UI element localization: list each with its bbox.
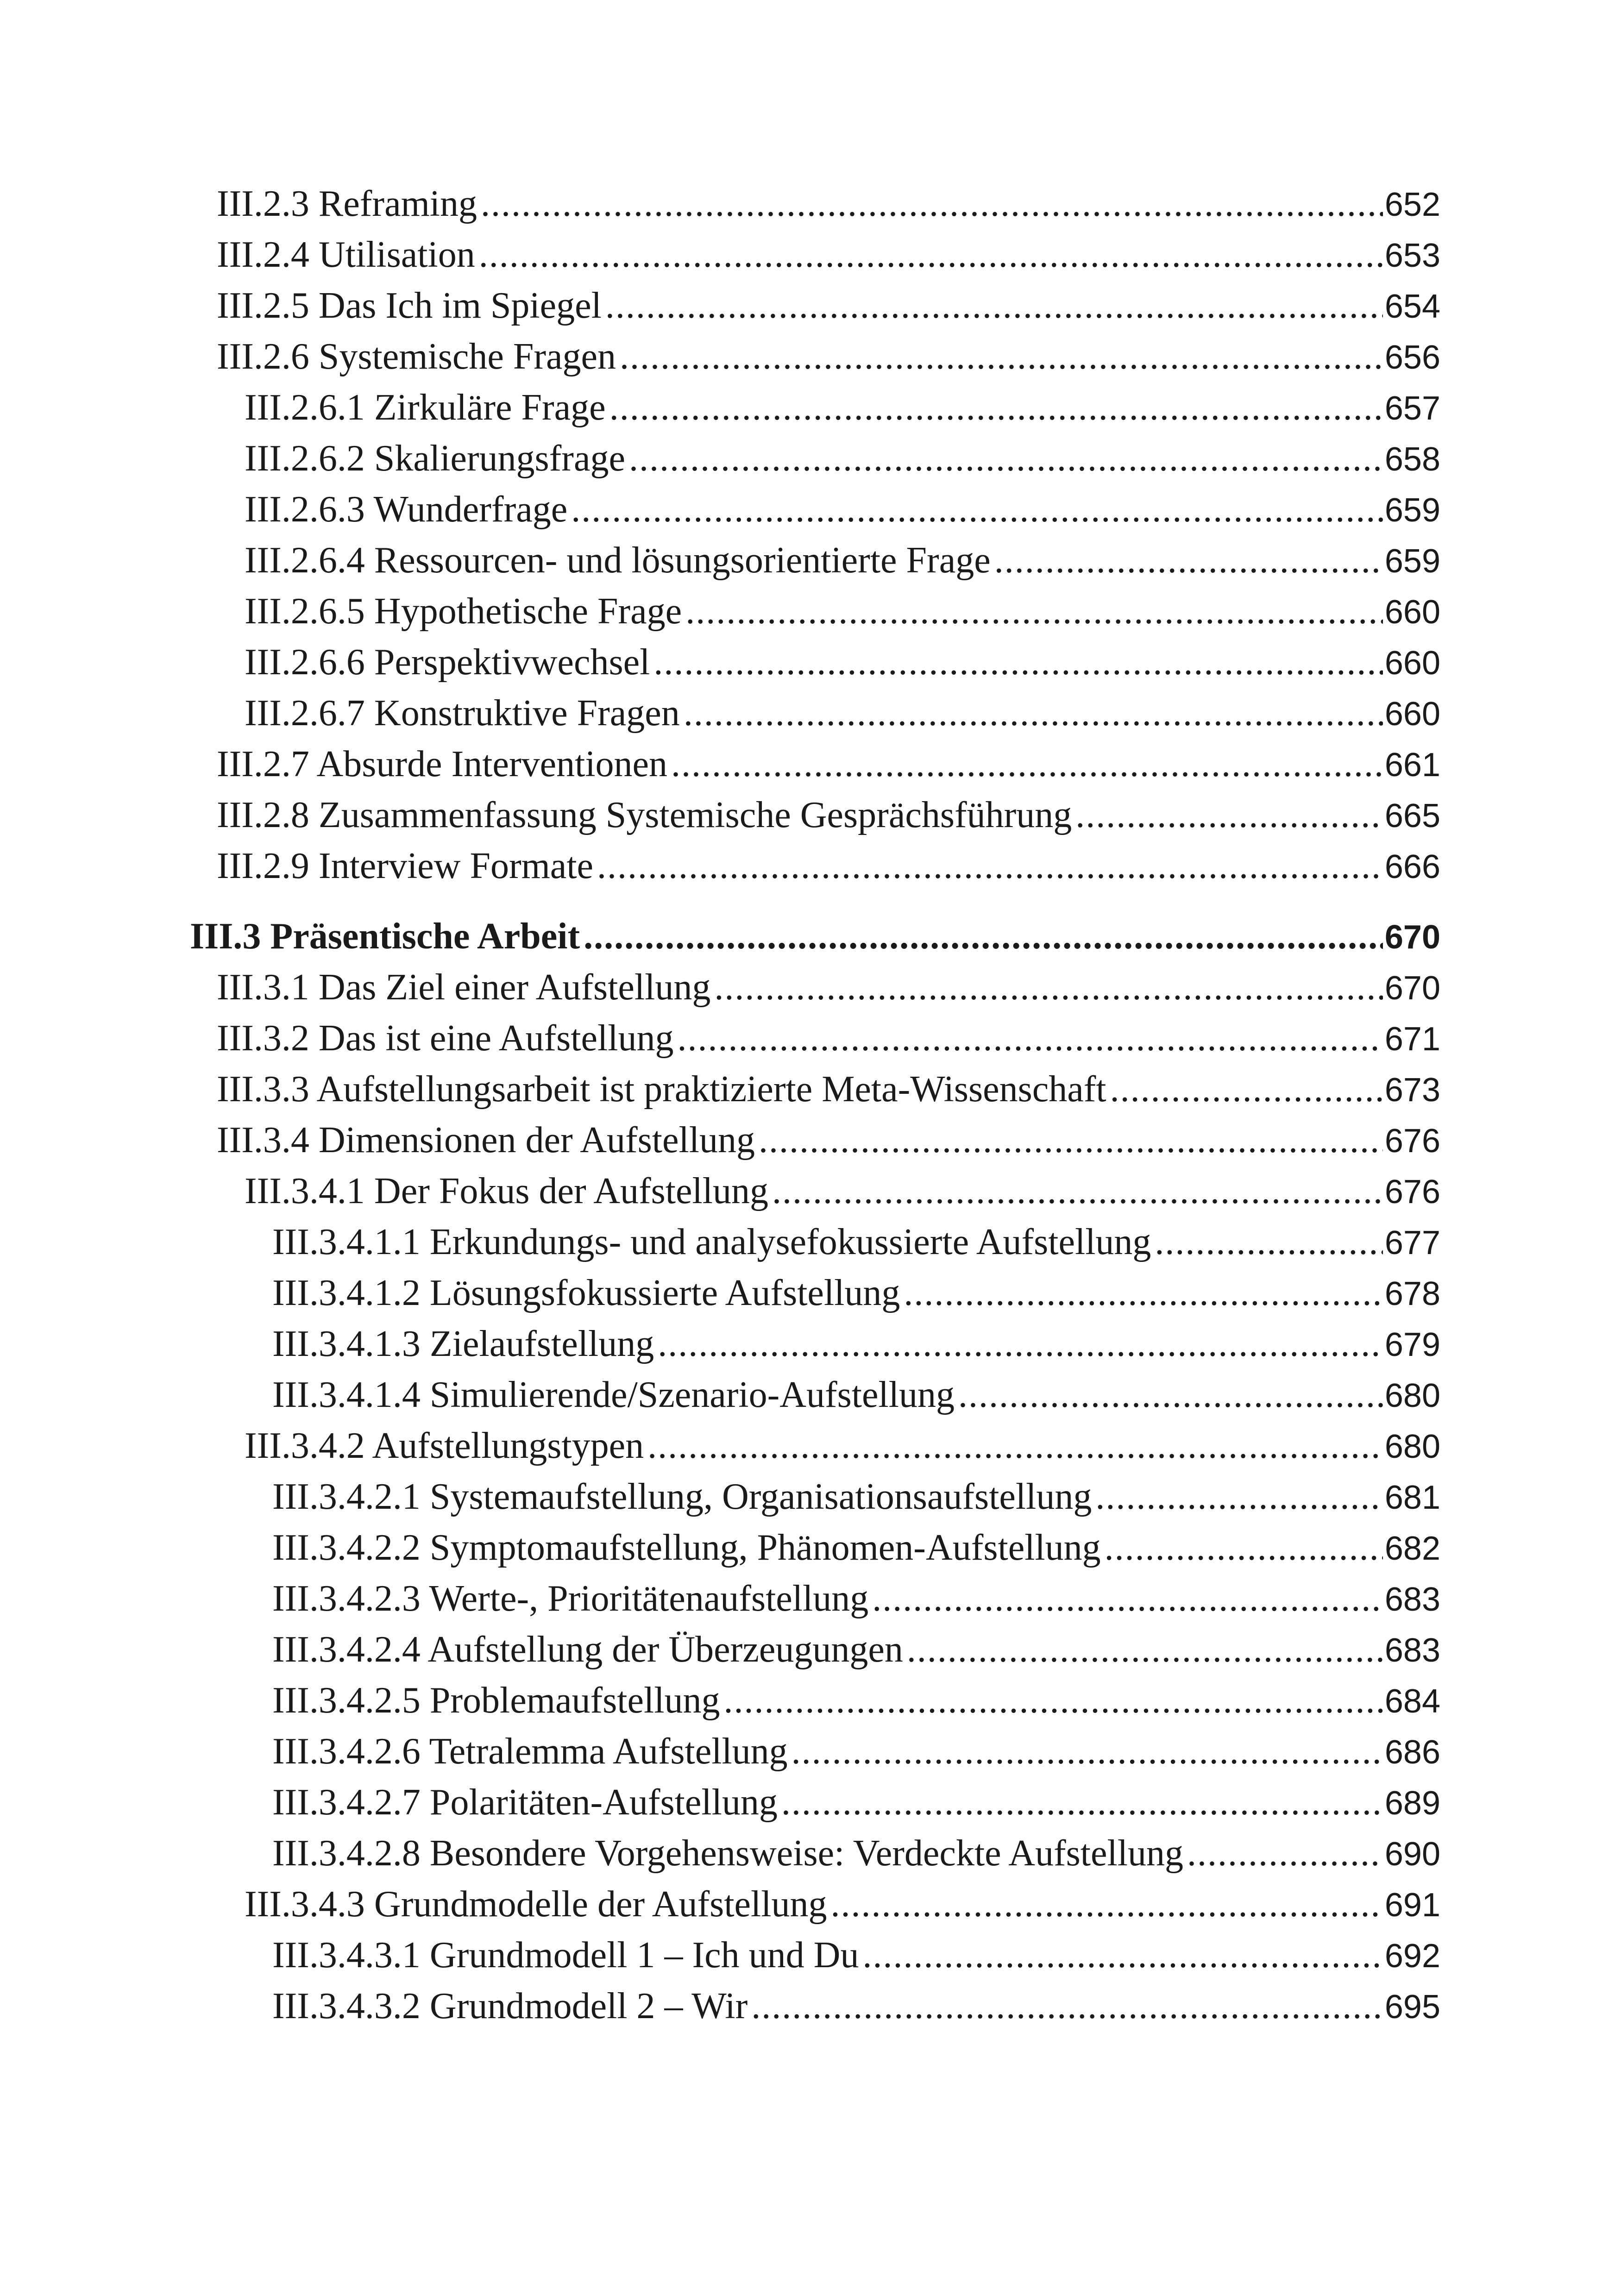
toc-entry[interactable] [217, 743, 1440, 794]
dot-leader [605, 285, 1383, 327]
toc-entry-label: III.3.1 Das Ziel einer Aufstellung [217, 967, 711, 1008]
toc-entry-label: III.2.6.4 Ressourcen- und lösungsorientierte Frage [245, 540, 991, 581]
toc-entry-label: III.3.4.2.3 Werte-, Prioritätenaufstellung [272, 1578, 869, 1619]
toc-entry[interactable] [272, 1782, 1440, 1832]
toc-entry[interactable] [245, 692, 1440, 743]
toc-entry-label: III.3.4.1 Der Fokus der Aufstellung [245, 1171, 768, 1211]
toc-entry-page: 683 [1384, 1632, 1440, 1669]
toc-entry-label: III.2.8 Zusammenfassung Systemische Gesprächsführung [217, 795, 1072, 835]
toc-entry-page: 657 [1384, 390, 1440, 427]
dot-leader [714, 966, 1382, 1009]
toc-entry[interactable] [245, 539, 1440, 590]
toc-entry[interactable] [217, 845, 1440, 896]
toc-entry-page: 689 [1384, 1785, 1440, 1822]
toc-entry[interactable] [272, 1934, 1440, 1985]
toc-entry[interactable] [245, 387, 1440, 438]
dot-leader [759, 1119, 1383, 1161]
toc-entry[interactable] [272, 1832, 1440, 1883]
toc-entry[interactable] [245, 1170, 1440, 1221]
toc-entry-page: 692 [1384, 1938, 1440, 1975]
toc-entry[interactable] [217, 966, 1440, 1017]
toc-entry-page: 659 [1384, 543, 1440, 580]
toc-entry[interactable] [217, 183, 1440, 234]
dot-leader [597, 845, 1383, 887]
dot-leader [1110, 1068, 1383, 1110]
dot-leader [1095, 1476, 1382, 1518]
toc-entry[interactable] [272, 1680, 1440, 1731]
toc-entry-page: 661 [1384, 747, 1440, 784]
dot-leader [872, 1578, 1383, 1620]
toc-entry-page: 679 [1384, 1326, 1440, 1363]
toc-entry-label: III.2.4 Utilisation [217, 234, 475, 275]
toc-entry-label: III.2.6.7 Konstruktive Fragen [245, 693, 680, 734]
toc-entry[interactable] [272, 1476, 1440, 1527]
dot-leader [994, 539, 1383, 582]
toc-entry-page: 690 [1384, 1836, 1440, 1873]
toc-entry-page: 677 [1384, 1224, 1440, 1261]
dot-leader [479, 234, 1383, 276]
toc-entry-page: 673 [1384, 1072, 1440, 1109]
toc-entry-page: 652 [1384, 186, 1440, 223]
toc-entry-label: III.3.4.2.6 Tetralemma Aufstellung [272, 1731, 788, 1772]
toc-entry-label: III.2.3 Reframing [217, 183, 478, 224]
toc-entry[interactable] [245, 641, 1440, 692]
toc-entry-label: III.2.6.2 Skalierungsfrage [245, 438, 625, 479]
toc-entry[interactable] [245, 1883, 1440, 1934]
toc-entry-page: 660 [1384, 645, 1440, 682]
toc-entry[interactable] [245, 489, 1440, 539]
toc-entry-label: III.2.6.6 Perspektivwechsel [245, 642, 650, 683]
toc-entry-label: III.3.3 Aufstellungsarbeit ist praktizierte Meta-Wissenschaft [217, 1069, 1106, 1110]
dot-leader [792, 1731, 1383, 1773]
toc-entry[interactable] [272, 1578, 1440, 1629]
toc-entry-page: 670 [1384, 970, 1440, 1007]
toc-entry[interactable] [272, 1272, 1440, 1323]
toc-entry-label: III.3.4.2.1 Systemaufstellung, Organisationsaufstellung [272, 1476, 1092, 1517]
toc-entry-label: III.3.4.2.8 Besondere Vorgehensweise: Verdeckte Aufstellung [272, 1833, 1183, 1874]
toc-entry-page: 684 [1384, 1683, 1440, 1720]
toc-entry-label: III.3.4.1.2 Lösungsfokussierte Aufstellung [272, 1273, 900, 1313]
toc-entry-label: III.3 Präsentische Arbeit [190, 916, 580, 957]
toc-entry-label: III.3.4.1.3 Zielaufstellung [272, 1324, 654, 1364]
table-of-contents [0, 183, 1621, 2082]
toc-entry-page: 666 [1384, 848, 1440, 885]
dot-leader [772, 1170, 1383, 1212]
dot-leader [904, 1272, 1382, 1314]
toc-entry[interactable] [272, 1985, 1440, 2036]
toc-entry[interactable] [245, 590, 1440, 641]
dot-leader [571, 489, 1383, 531]
toc-entry-label: III.2.6.1 Zirkuläre Frage [245, 387, 606, 428]
toc-entry[interactable] [272, 1323, 1440, 1374]
dot-leader [609, 387, 1383, 429]
toc-entry[interactable] [245, 438, 1440, 489]
toc-entry[interactable] [272, 1527, 1440, 1578]
toc-entry-page: 676 [1384, 1173, 1440, 1211]
dot-leader [481, 183, 1383, 225]
toc-entry-label: III.3.4.2.5 Problemaufstellung [272, 1680, 720, 1721]
toc-entry-label: III.3.4.2.7 Polaritäten-Aufstellung [272, 1782, 778, 1823]
toc-entry-label: III.3.4.2 Aufstellungstypen [245, 1425, 644, 1466]
toc-entry-label: III.2.9 Interview Formate [217, 846, 594, 886]
dot-leader [1187, 1832, 1383, 1875]
toc-entry-label: III.3.4.3 Grundmodelle der Aufstellung [245, 1884, 827, 1925]
toc-entry-page: 660 [1384, 594, 1440, 631]
toc-entry[interactable] [217, 234, 1440, 285]
toc-entry-page: 686 [1384, 1734, 1440, 1771]
dot-leader [831, 1883, 1383, 1926]
toc-entry-page: 678 [1384, 1275, 1440, 1312]
toc-entry[interactable] [217, 336, 1440, 387]
toc-entry[interactable] [217, 794, 1440, 845]
toc-entry-page: 671 [1384, 1021, 1440, 1058]
toc-entry-label: III.3.4.2.2 Symptomaufstellung, Phänomen-Aufstellung [272, 1527, 1101, 1568]
dot-leader [584, 916, 1383, 958]
dot-leader [658, 1323, 1383, 1365]
toc-entry-label: III.2.7 Absurde Interventionen [217, 744, 668, 784]
toc-entry-label: III.2.6.5 Hypothetische Frage [245, 591, 682, 632]
toc-entry-page: 653 [1384, 237, 1440, 274]
toc-entry-label: III.3.2 Das ist eine Aufstellung [217, 1018, 674, 1059]
dot-leader [1155, 1221, 1382, 1263]
toc-entry-page: 665 [1384, 797, 1440, 834]
toc-entry[interactable] [272, 1629, 1440, 1680]
dot-leader [723, 1680, 1382, 1722]
toc-entry[interactable] [245, 1425, 1440, 1476]
toc-entry-label: III.2.5 Das Ich im Spiegel [217, 285, 602, 326]
toc-entry-label: III.3.4.3.1 Grundmodell 1 – Ich und Du [272, 1935, 859, 1976]
dot-leader [629, 438, 1383, 480]
toc-entry-page: 691 [1384, 1887, 1440, 1924]
toc-entry-label: III.3.4 Dimensionen der Aufstellung [217, 1120, 755, 1161]
dot-leader [1105, 1527, 1383, 1569]
toc-entry-page: 682 [1384, 1530, 1440, 1567]
toc-entry-label: III.3.4.3.2 Grundmodell 2 – Wir [272, 1986, 748, 2026]
toc-entry[interactable] [272, 1731, 1440, 1782]
toc-entry-label: III.2.6.3 Wunderfrage [245, 489, 568, 530]
dot-leader [751, 1985, 1383, 2027]
toc-entry[interactable] [272, 1374, 1440, 1425]
dot-leader [684, 692, 1383, 734]
dot-leader [671, 743, 1383, 785]
dot-leader [907, 1629, 1383, 1671]
dot-leader [620, 336, 1383, 378]
toc-entry-page: 681 [1384, 1479, 1440, 1516]
toc-entry-page: 660 [1384, 696, 1440, 733]
dot-leader [781, 1782, 1383, 1824]
dot-leader [862, 1934, 1382, 1976]
dot-leader [647, 1425, 1383, 1467]
toc-section-heading[interactable] [190, 916, 1440, 966]
toc-entry-page: 683 [1384, 1581, 1440, 1618]
toc-entry-page: 680 [1384, 1377, 1440, 1414]
toc-entry-label: III.3.4.2.4 Aufstellung der Überzeugungen [272, 1629, 903, 1670]
toc-entry-page: 695 [1384, 1989, 1440, 2026]
toc-entry-page: 670 [1384, 919, 1440, 956]
toc-entry-label: III.3.4.1.4 Simulierende/Szenario-Aufstellung [272, 1374, 955, 1415]
toc-entry-page: 654 [1384, 288, 1440, 325]
toc-entry-label: III.2.6 Systemische Fragen [217, 336, 616, 377]
dot-leader [677, 1017, 1382, 1060]
toc-entry-page: 659 [1384, 492, 1440, 529]
toc-entry-page: 680 [1384, 1428, 1440, 1465]
dot-leader [1075, 794, 1383, 836]
toc-entry[interactable] [217, 1017, 1440, 1068]
dot-leader [685, 590, 1383, 633]
toc-entry[interactable] [217, 1119, 1440, 1170]
toc-entry-page: 676 [1384, 1123, 1440, 1160]
dot-leader [958, 1374, 1383, 1416]
toc-entry[interactable] [217, 285, 1440, 336]
toc-entry[interactable] [217, 1068, 1440, 1119]
toc-entry-label: III.3.4.1.1 Erkundungs- und analysefokussierte Aufstellung [272, 1222, 1151, 1262]
toc-entry-page: 658 [1384, 441, 1440, 478]
dot-leader [653, 641, 1383, 684]
toc-entry[interactable] [272, 1221, 1440, 1272]
toc-entry-page: 656 [1384, 339, 1440, 376]
